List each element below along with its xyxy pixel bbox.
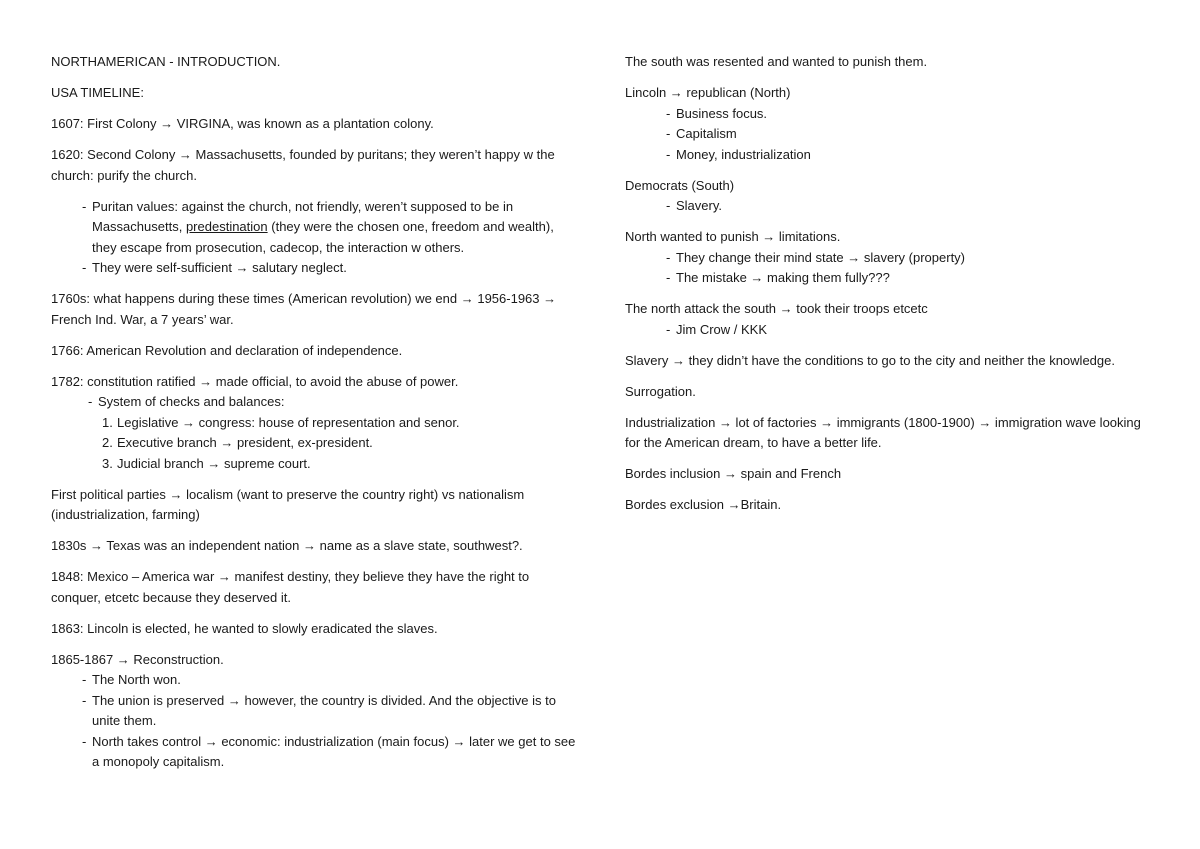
entry-industrialization: Industrialization → lot of factories → immigrants (1800-1900) → immigration wave looking for the American dream, to have a better life. (625, 414, 1141, 450)
list-item: - Slavery. (625, 196, 1145, 217)
list-item: - The North won. (51, 670, 581, 691)
branch-item: 2. Executive branch → president, ex-president. (102, 435, 373, 450)
list-item-puritan-values (51, 197, 581, 259)
entry-democrats: Democrats (South) (625, 177, 735, 193)
list-item: - The mistake → making them fully??? (625, 268, 1145, 289)
list-item: - They change their mind state → slavery (property) (625, 248, 1145, 269)
entry-north-punish: North wanted to punish → limitations. (625, 229, 841, 244)
puritan-text-b: (they were the chosen one, freedom and wealth), they escape from prosecution, cadecop, the interaction w others. (92, 219, 554, 255)
entry-surrogation: Surrogation. (625, 383, 696, 399)
list-item-self-sufficient: - They were self-sufficient → salutary neglect. (51, 258, 581, 279)
list-item: - Jim Crow / KKK (625, 320, 1145, 341)
checks-list (51, 392, 581, 474)
list-item-checks: - System of checks and balances: (51, 392, 581, 413)
timeline-heading: USA TIMELINE: (51, 85, 144, 100)
north-punish-group (625, 227, 1145, 289)
puritan-list (51, 197, 581, 279)
right-column (625, 52, 1145, 526)
entry-1830s: 1830s → Texas was an independent nation → name as a slave state, southwest?. (51, 538, 523, 553)
list-item: - The union is preserved → however, the country is divided. And the objective is to unite them. (51, 691, 581, 732)
puritan-text-a: Puritan values: against the church, not friendly, weren’t supposed to be in Massachusetts, (92, 198, 514, 234)
entry-1760s: 1760s: what happens during these times (American revolution) we end → 1956-1963 → French Ind. War, a 7 years’ war. (51, 291, 557, 327)
entry-1848: 1848: Mexico – America war → manifest destiny, they believe they have the right to conquer, etcetc because they deserved it. (51, 569, 530, 605)
entry-1865: 1865-1867 → Reconstruction. (51, 651, 224, 667)
democrats-group (625, 176, 1145, 217)
attack-group (625, 299, 1145, 340)
entry-1863: 1863: Lincoln is elected, he wanted to slowly eradicated the slaves. (51, 620, 438, 636)
list-item: - Capitalism (625, 124, 1145, 145)
list-item: - Business focus. (625, 104, 1145, 125)
entry-political-parties: First political parties → localism (want to preserve the country right) vs nationalism (industrialization, farming) (51, 486, 525, 522)
doc-heading: NORTHAMERICAN - INTRODUCTION. (51, 54, 281, 69)
lincoln-group (625, 83, 1145, 165)
reconstruction-list (51, 670, 581, 773)
branch-item: 3. Judicial branch → supreme court. (102, 455, 311, 471)
entry-borders-exclusion: Bordes exclusion →Britain. (625, 497, 782, 512)
entry-1607: 1607: First Colony → VIRGINA, was known as a plantation colony. (51, 116, 434, 131)
list-item: - North takes control → economic: industrialization (main focus) → later we get to see a monopoly capitalism. (51, 732, 581, 773)
entry-1766: 1766: American Revolution and declaration of independence. (51, 342, 403, 358)
entry-1620: 1620: Second Colony → Massachusetts, founded by puritans; they weren’t happy w the church: purify the church. (51, 147, 555, 183)
entry-borders-inclusion: Bordes inclusion → spain and French (625, 466, 842, 481)
list-item: - Money, industrialization (625, 145, 1145, 166)
predestination-term: predestination (185, 219, 268, 234)
entry-south-resented: The south was resented and wanted to punish them. (625, 54, 928, 69)
entry-north-attack: The north attack the south → took their troops etcetc (625, 301, 928, 316)
entry-1782: 1782: constitution ratified → made official, to avoid the abuse of power. (51, 373, 459, 389)
entry-slavery: Slavery → they didn’t have the conditions to go to the city and neither the knowledge. (625, 352, 1115, 368)
branch-item: 1. Legislative → congress: house of representation and senor. (102, 414, 460, 430)
left-column (51, 52, 581, 783)
entry-lincoln: Lincoln → republican (North) (625, 85, 791, 100)
